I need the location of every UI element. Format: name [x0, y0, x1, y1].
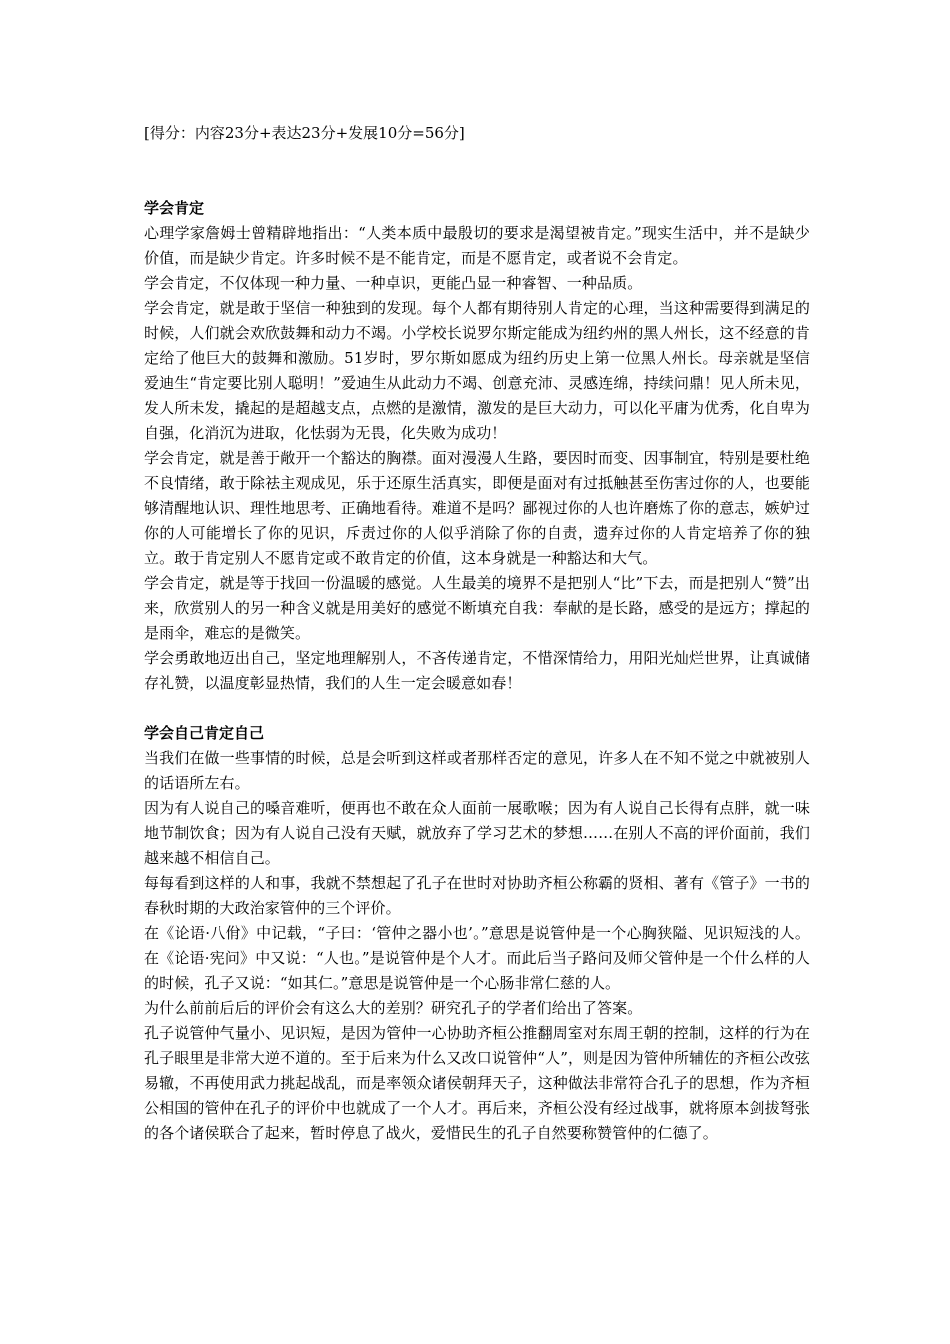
essay-1: [144, 196, 810, 696]
score-line: [得分：内容23分+表达23分+发展10分=56分]: [144, 124, 465, 142]
essay-2-paragraph: 每每看到这样的人和事，我就不禁想起了孔子在世时对协助齐桓公称霸的贤相、著有《管子》一书的春秋时期的大政治家管仲的三个评价。: [144, 874, 810, 917]
essay-2-paragraph: 为什么前前后后的评价会有这么大的差别？研究孔子的学者们给出了答案。: [144, 999, 643, 1017]
essay-2-title: 学会自己肯定自己: [144, 724, 265, 742]
essay-1-paragraph: 学会肯定，就是等于找回一份温暖的感觉。人生最美的境界不是把别人“比”下去，而是把别人“赞”出来，欣赏别人的另一种含义就是用美好的感觉不断填充自我：奉献的是长路，感受的是远方；撑起的是雨伞，难忘的是微笑。: [144, 574, 810, 642]
spacer: [144, 696, 810, 721]
essay-2-paragraph: 当我们在做一些事情的时候，总是会听到这样或者那样否定的意见，许多人在不知不觉之中就被别人的话语所左右。: [144, 749, 810, 792]
spacer: [144, 171, 810, 196]
essay-1-paragraph: 学会肯定，就是善于敞开一个豁达的胸襟。面对漫漫人生路，要因时而变、因事制宜，特别是要杜绝不良情绪，敢于除祛主观成见，乐于还原生活真实，即便是面对有过抵触甚至伤害过你的人，也要能够清醒地认识、理性地思考、正确地看待。难道不是吗？鄙视过你的人也许磨炼了你的意志，嫉妒过你的人可能增长了你的见识，斥责过你的人似乎消除了你的自责，遗弃过你的人肯定培养了你的独立。敢于肯定别人不愿肯定或不敢肯定的价值，这本身就是一种豁达和大气。: [144, 449, 810, 567]
essay-2: [144, 721, 810, 1146]
essay-2-paragraph: 在《论语·八佾》中记载，“子曰：‘管仲之器小也’。”意思是说管仲是一个心胸狭隘、见识短浅的人。在《论语·宪问》中又说：“人也。”是说管仲是个人才。而此后当子路问及师父管仲是一个什么样的人的时候，孔子又说：“如其仁。”意思是说管仲是一个心肠非常仁慈的人。: [144, 924, 810, 992]
essay-1-title: 学会肯定: [144, 199, 205, 217]
essay-1-paragraph: 学会肯定，就是敢于坚信一种独到的发现。每个人都有期待别人肯定的心理，当这种需要得到满足的时候，人们就会欢欣鼓舞和动力不竭。小学校长说罗尔斯定能成为纽约州的黑人州长，这不经意的肯定给了他巨大的鼓舞和激励。51岁时，罗尔斯如愿成为纽约历史上第一位黑人州长。母亲就是坚信爱迪生“肯定要比别人聪明！”爱迪生从此动力不竭、创意充沛、灵感连绵，持续问鼎！见人所未见，发人所未发，撬起的是超越支点，点燃的是激情，激发的是巨大动力，可以化平庸为优秀，化自卑为自强，化消沉为进取，化怯弱为无畏，化失败为成功！: [144, 299, 810, 442]
essay-1-paragraph: 心理学家詹姆士曾精辟地指出：“人类本质中最殷切的要求是渴望被肯定。”现实生活中，并不是缺少价值，而是缺少肯定。许多时候不是不能肯定，而是不愿肯定，或者说不会肯定。: [144, 224, 810, 267]
essay-1-paragraph: 学会肯定，不仅体现一种力量、一种卓识，更能凸显一种睿智、一种品质。: [144, 274, 643, 292]
spacer: [144, 146, 810, 171]
essay-2-paragraph: 孔子说管仲气量小、见识短，是因为管仲一心协助齐桓公推翻周室对东周王朝的控制，这样的行为在孔子眼里是非常大逆不道的。至于后来为什么又改口说管仲“人”，则是因为管仲所辅佐的齐桓公改弦易辙，不再使用武力挑起战乱，而是率领众诸侯朝拜天子，这种做法非常符合孔子的思想，作为齐桓公相国的管仲在孔子的评价中也就成了一个人才。再后来，齐桓公没有经过战事，就将原本剑拔弩张的各个诸侯联合了起来，暂时停息了战火，爱惜民生的孔子自然要称赞管仲的仁德了。: [144, 1024, 810, 1142]
essay-1-paragraph: 学会勇敢地迈出自己，坚定地理解别人，不吝传递肯定，不惜深情给力，用阳光灿烂世界，让真诚储存礼赞，以温度彰显热情，我们的人生一定会暖意如春！: [144, 649, 810, 692]
essay-2-paragraph: 因为有人说自己的嗓音难听，便再也不敢在众人面前一展歌喉；因为有人说自己长得有点胖，就一味地节制饮食；因为有人说自己没有天赋，就放弃了学习艺术的梦想……在别人不高的评价面前，我们越来越不相信自己。: [144, 799, 810, 867]
